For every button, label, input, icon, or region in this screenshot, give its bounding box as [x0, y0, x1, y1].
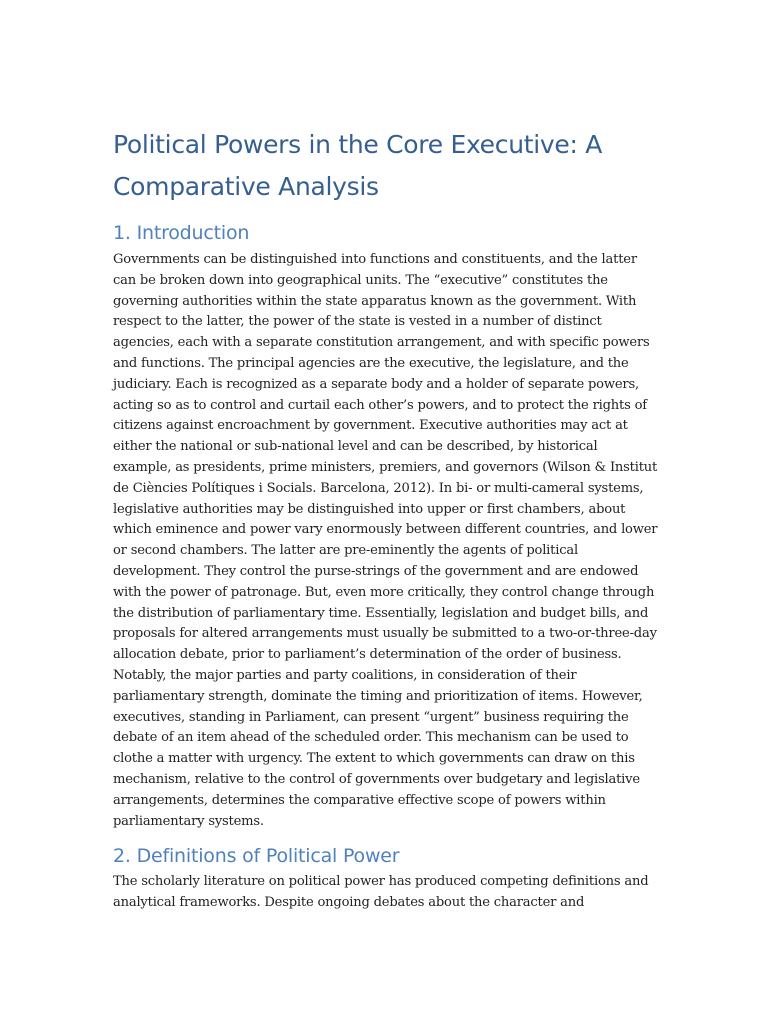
section-heading-introduction: 1. Introduction: [113, 222, 250, 244]
section-heading-definitions: 2. Definitions of Political Power: [113, 845, 400, 868]
document-title: Political Powers in the Core Executive: A Comparative Analysis: [113, 130, 603, 201]
section-paragraph-introduction: Governments can be distinguished into functions and constituents, and the latter can be broken down into geographical units. The “executive” constitutes the governing authorities within the state apparatus known as the government. With respect to the latter, the power of the state is vested in a number of distinct agencies, each with a separate constitution arrangement, and with specific powers and functions. The principal agencies are the executive, the legislature, and the judiciary. Each is recognized as a separate body and a holder of separate powers, acting so as to control and curtail each other’s powers, and to protect the rights of citizens against encroachment by government. Executive authorities may act at either the national or sub-national level and can be described, by historical example, as presidents, prime ministers, premiers, and governors (Wilson & Institut de Ciències Polítiques i Socials. Barcelona, 2012). In bi- or multi-cameral systems, legislative authorities may be distinguished into upper or first chambers, about which eminence and power vary enormously between different countries, and lower or second chambers. The latter are pre-eminently the agents of political development. They control the purse-strings of the government and are endowed with the power of patronage. But, even more critically, they control change through the distribution of parliamentary time. Essentially, legislation and budget bills, and proposals for altered arrangements must usually be submitted to a two-or-three-day allocation debate, prior to parliament’s determination of the order of business. Notably, the major parties and party coalitions, in consideration of their parliamentary strength, dominate the timing and prioritization of items. However, executives, standing in Parliament, can present “urgent” business requiring the debate of an item ahead of the scheduled order. This mechanism can be used to clothe a matter with urgency. The extent to which governments can draw on this mechanism, relative to the control of governments over budgetary and legislative arrangements, determines the comparative effective scope of powers within parliamentary systems.: [113, 252, 658, 829]
section-paragraph-definitions: The scholarly literature on political power has produced competing definitions and analytical frameworks. Despite ongoing debates about the character and: [113, 874, 649, 911]
document-body: [113, 124, 658, 914]
